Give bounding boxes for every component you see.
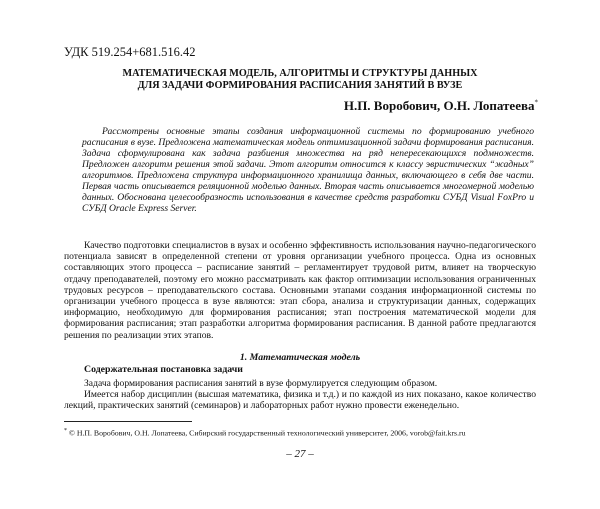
footnote-divider <box>64 421 192 422</box>
author-names: Н.П. Воробович, О.Н. Лопатеева <box>343 98 535 113</box>
paper-title <box>60 68 540 92</box>
footnote-text: © Н.П. Воробович, О.Н. Лопатеева, Сибирский государственный технологический университет, 2006, vorob@fait.krs.ru <box>68 428 466 438</box>
footnote-mark: * <box>64 428 67 434</box>
section-heading: 1. Математическая модель <box>239 352 361 363</box>
intro-paragraph: Качество подготовки специалистов в вузах и особенно эффективность использования научно-педагогического потенциала зависят в определенной степени от уровня организации учебного процесса. Одна из основных составляющих этого процесса – расписание занятий – регламентирует трудовой ритм, влияет на творческую отдачу преподавателей, поэтому его можно рассматривать как фактор оптимизации использования ограниченных трудовых ресурсов – преподавательского состава. Основными этапами создания информационной системы по организации учебного процесса в вузе являются: этап сбора, анализа и структуризации данных, содержащих информацию, необходимую для формирования расписания; этап построения математической модели для формирования расписания; этап разработки алгоритма формирования расписания. В данной работе предлагаются решения по реализации этих этапов. <box>64 240 536 341</box>
section-paragraph-2: Имеется набор дисциплин (высшая математика, физика и т.д.) и по каждой из них показано, какое количество лекций, практических занятий (семинаров) и лабораторных работ нужно провести еженедельно. <box>64 389 536 412</box>
section-body <box>64 378 536 412</box>
section-paragraph-1: Задача формирования расписания занятий в вузе формулируется следующим образом. <box>84 378 438 389</box>
abstract <box>82 126 534 214</box>
authors <box>344 98 538 114</box>
footnote <box>64 428 536 438</box>
title-line-1: МАТЕМАТИЧЕСКАЯ МОДЕЛЬ, АЛГОРИТМЫ И СТРУКТУРЫ ДАННЫХ <box>122 68 478 79</box>
subsection-heading: Содержательная постановка задачи <box>84 364 243 375</box>
page-number: – 27 – <box>286 448 314 460</box>
title-line-2: ДЛЯ ЗАДАЧИ ФОРМИРОВАНИЯ РАСПИСАНИЯ ЗАНЯТИЙ В ВУЗЕ <box>137 80 463 91</box>
abstract-text: Рассмотрены основные этапы создания информационной системы по формированию учебного расписания в вузе. Предложена математическая модель оптимизационной задачи формирования расписания. Задача сформулирована как задача разбиения множества на ряд непересекающихся подмножеств. Предложен алгоритм решения этой задачи. Этот алгоритм относится к классу эвристических “жадных” алгоритмов. Предложена структура информационного хранилища данных, включающего в себя две части. Первая часть описывается реляционной моделью данных. Вторая часть описывается многомерной моделью данных. Обоснована целесообразность использования в качестве средств разработки СУБД Visual FoxPro и СУБД Oracle Express Server. <box>82 126 534 214</box>
introduction <box>64 240 536 341</box>
author-footnote-mark: * <box>534 98 538 107</box>
udc-code: УДК 519.254+681.516.42 <box>64 45 196 59</box>
